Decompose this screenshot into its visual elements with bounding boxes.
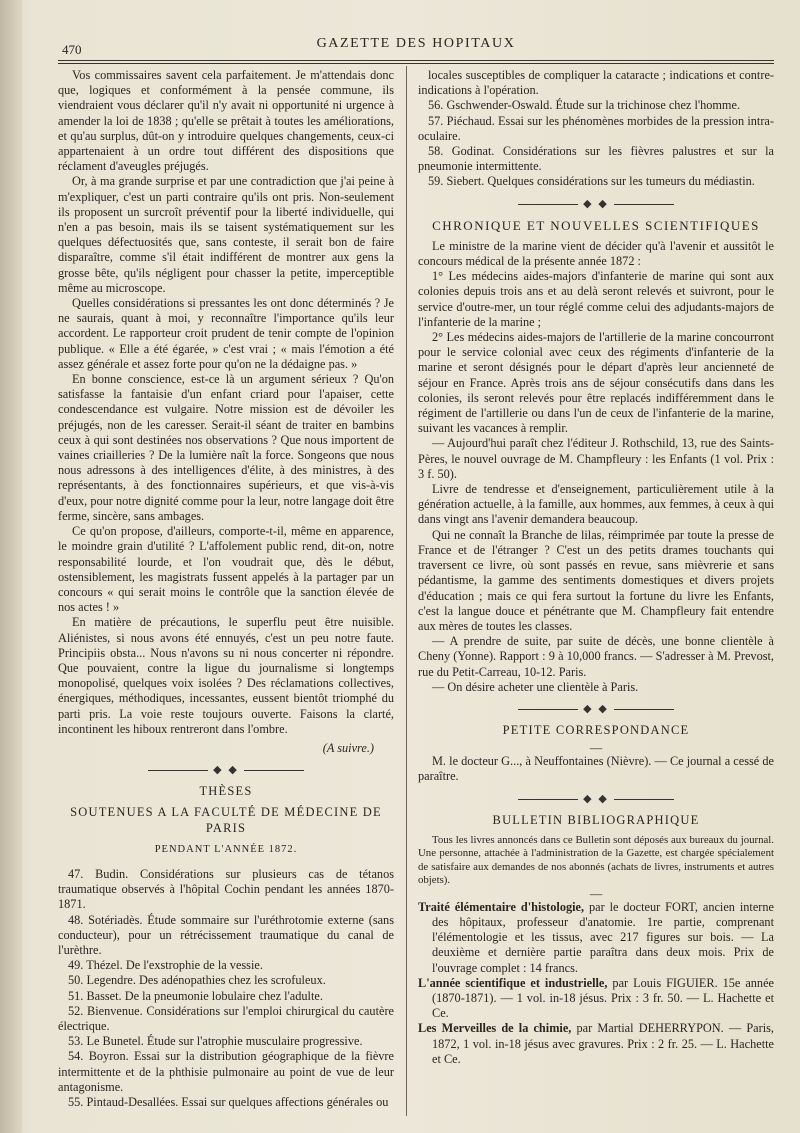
section-ornament: ◆ ◆ [418,198,774,210]
theses-title: THÈSES [199,784,253,799]
bulletin-title: BULLETIN BIBLIOGRAPHIQUE [492,812,700,827]
thesis-item: 57. Piéchaud. Essai sur les phénomènes morbides de la pression intra-oculaire. [418,113,774,143]
thesis-item: 55. Pintaud-Desallées. Essai sur quelques affections générales ou [68,1095,389,1109]
column-divider [406,66,407,1116]
thesis-item: locales susceptibles de compliquer la cataracte ; indications et contre-indications à l'opération. [418,68,774,98]
chronique-paragraph: 2° Les médecins aides-majors de l'artillerie de la marine concourront pour le service colonial avec ceux des régiments d'infanterie de la marine et seront désignés pour le départ d'après leur ancienneté de séjour en France. Après trois ans de séjour consécutifs dans dans les colonies, ils seront relevés pour être replacés indifféremment dans le régiment de l'artillerie ou dans l'un de ceux de l'infanterie de la marine, suivant les vacances à remplir. [418,330,774,436]
article-paragraph: Vos commissaires savent cela parfaitement. Je m'attendais donc que, logiques et conformément à la pensée commune, ils viendraient vous déclarer qu'il n'y avait ni opportunité ni urgence à amender la loi de 1838 ; qu'elle se prêtait à toutes les améliorations, et qu'au surplus, dût-on y introduire quelques changements, ceux-ci appartenaient à un ordre tout différent des dispositions que réclament d'aveugles préjugés. [58,68,394,174]
article-paragraph: Or, à ma grande surprise et par une contradiction que j'ai peine à m'expliquer, c'est un parti contraire qu'ils ont pris. Non-seulement ils proposent un surcroît préventif pour la liberté individuelle, qui n'en a pas besoin, mais ils se taisent systématiquement sur les quelques défectuosités que, sans conteste, il serait bon de faire disparaître, comme s'il était indifférent de montrer aux gens la grosse bête, qu'ils négligent pour chasser la petite, imperceptible même au microscope. [58,174,394,295]
page-binding-edge [0,0,22,1133]
header-rule [58,60,774,64]
bib-entry [418,900,774,976]
article-paragraph: En bonne conscience, est-ce là un argument sérieux ? Qu'on satisfasse la fantaisie d'un enfant criard pour l'apaiser, cette condescendance est vulgaire. Notre mission est de dévoiler les préjugés, non de les caresser. Serait-il séant de traiter en bambins ceux à qui sont destinées nos observations ? Que nous importent de vaines criailleries ? De la lumière naît la force. Songeons que nous nous adressons à des intelligences d'élite, à des ministres, à des représentants, à des fonctionnaires supérieurs, et que vis-à-vis d'eux, pour notre dignité comme pour la leur, notre langage doit être ferme, sincère, sans ambages. [58,372,394,523]
section-ornament: ◆ ◆ [418,793,774,805]
chronique-paragraph: — A prendre de suite, par suite de décès, une bonne clientèle à Cheny (Yonne). Rapport : 9 à 10,000 francs. — S'adresser à M. Prevost, rue du Petit-Carreau, 10-12. Paris. [418,634,774,679]
thesis-item: 47. Budin. Considérations sur plusieurs cas de tétanos traumatique observés à l'hôpital Cochin pendant les années 1870-1871. [58,866,394,912]
thesis-item: 51. Basset. De la pneumonie lobulaire chez l'adulte. [68,988,323,1003]
bib-entry [418,976,774,1022]
petite-correspondance-text: M. le docteur G..., à Neuffontaines (Nièvre). — Ce journal a cessé de paraître. [418,754,774,784]
thesis-item: 56. Gschwender-Oswald. Étude sur la trichinose chez l'homme. [428,98,741,113]
chronique-paragraph: — On désire acheter une clientèle à Paris. [432,679,639,694]
thesis-item: 49. Thézel. De l'exstrophie de la vessie. [68,958,263,973]
article-paragraph: Quelles considérations si pressantes les ont donc déterminés ? Je ne saurais, quant à moi, y reconnaître l'importance qu'ils leur accordent. Le rapporteur croit prudent de tenir compte de l'opinion publique. « Elle a été égarée, » c'est vrai ; « mais l'émotion a été assez générale et assez forte pour qu'on ne la dédaigne pas. » [58,296,394,371]
bib-title: Traité élémentaire d'histologie, [418,899,585,914]
theses-period: PENDANT L'ANNÉE 1872. [154,843,298,855]
page-number: 470 [62,42,82,57]
section-ornament: ◆ ◆ [418,703,774,715]
right-column [418,68,774,1067]
bib-entry [418,1021,774,1067]
thesis-item: 58. Godinat. Considérations sur les fièvres palustres et sur la pneumonie intermittente. [418,144,774,174]
chronique-paragraph: Livre de tendresse et d'enseignement, particulièrement utile à la génération actuelle, à la famille, aux hommes, aux femmes, à ceux à qui dans vingt ans l'avenir demandera beaucoup. [418,482,774,527]
theses-list [58,867,394,1110]
bulletin-intro: Tous les livres annoncés dans ce Bulletin sont déposés aux bureaux du journal. Une personne, attachée à l'administration de la Gazette, est chargée spécialement de satisfaire aux demandes de nos abonnés (achats de livres, instruments et autres objets). [418,833,774,887]
chronique-paragraph: Le ministre de la marine vient de décider qu'à l'avenir et aussitôt le concours médical de la présente année 1872 : [418,238,774,269]
bib-details: par Martial DEHERRYPON. — Paris, 1872, 1 vol. in-18 jésus avec gravures. Prix : 2 fr. 25. — L. Hachette et Ce. [432,1021,774,1066]
section-ornament: ◆ ◆ [58,764,394,776]
thesis-item: 50. Legendre. Des adénopathies chez les scrofuleux. [68,973,326,988]
thesis-item: 54. Boyron. Essai sur la distribution géographique de la fièvre intermittente et de la phthisie pulmonaire au point de vue de leur antagonisme. [58,1049,394,1094]
short-rule: — [589,741,603,756]
bibliography-list [418,900,774,1067]
chronique-title: CHRONIQUE ET NOUVELLES SCIENTIFIQUES [432,217,760,233]
theses-subtitle: SOUTENUES A LA FACULTÉ DE MÉDECINE DE PARIS [70,805,382,835]
short-rule: — [589,886,603,901]
thesis-item: 59. Siebert. Quelques considérations sur les tumeurs du médiastin. [428,174,755,189]
chronique-paragraph: 1° Les médecins aides-majors d'infanterie de marine qui sont aux colonies depuis trois ans et au delà seront relevés et suivront, pour le service d'outre-mer, un tour réglé comme celui des adjudants-majors de l'infanterie de la marine ; [418,269,774,329]
theses-list-continued [418,68,774,190]
article-paragraph: Ce qu'on propose, d'ailleurs, comporte-t-il, même en apparence, le moindre grain d'utilité ? L'affolement public rend, dit-on, notre responsabilité lourde, et l'on voudrait que, dès le début, ostensiblement, les magistrats fussent appelés à la partager par un concours « qui serait moins le contrôle que la sanction élevée de nos actes ! » [58,524,394,615]
to-be-continued: (A suivre.) [322,740,374,755]
page-header [58,34,774,58]
petite-correspondance-title: PETITE CORRESPONDANCE [502,722,690,737]
chronique-paragraph: — Aujourd'hui paraît chez l'éditeur J. Rothschild, 13, rue des Saints-Pères, le nouvel ouvrage de M. Champfleury : les Enfants (1 vol. Prix : 3 f. 50). [418,436,774,481]
chronique-paragraph: Qui ne connaît la Branche de lilas, réimprimée par toute la presse de France et de l'étranger ? C'est un des petits drames touchants qui traversent ce livre, où sont passés en revue, sans mièvrerie et sans pédantisme, la gamme des sentiments domestiques et divers projets d'éducation ; mais ce qui fera surtout la fortune du livre les Enfants, c'est la langue douce et pénétrante que M. Champfleury fait entendre aux mères de toutes les classes. [418,527,774,633]
bib-details: par le docteur FORT, ancien interne des hôpitaux, professeur d'anatomie. 1re partie, comprenant l'élémentologie et les tissus, avec 217 figures sur bois. — La deuxième et dernière partie paraîtra dans deux mois. Prix de l'ouvrage complet : 14 francs. [432,899,774,975]
journal-title: GAZETTE DES HOPITAUX [316,36,516,51]
bib-title: Les Merveilles de la chimie, [418,1021,572,1036]
thesis-item: 48. Sotériadès. Étude sommaire sur l'uréthrotomie externe (sans conducteur), pour un rétrécissement traumatique du canal de l'urèthre. [58,912,394,957]
thesis-item: 53. Le Bunetel. Étude sur l'atrophie musculaire progressive. [68,1034,363,1049]
article-paragraph: En matière de précautions, le superflu peut être nuisible. Aliénistes, si nous avons été ennuyés, c'est un peu notre faute. Principiis obsta... Nous n'avons su ni nous concerter ni répondre. Que pouvaient, contre la ligue du journalisme si longtemps monopolisé, quelques voix isolées ? Des réclamations collectives, énergiques, méthodiques, incessantes, eussent bientôt triomphé du parti pris. La voie reste toujours ouverte. Faisons la clarté, incontinent les hiboux rentreront dans l'ombre. [58,615,394,736]
left-column [58,68,394,1110]
bib-title: L'année scientifique et industrielle, [418,975,608,990]
bib-details: par Louis FIGUIER. 15e année (1870-1871). — 1 vol. in-18 jésus. Prix : 3 fr. 50. — L. Hachette et Ce. [432,975,775,1021]
thesis-item: 52. Bienvenue. Considérations sur l'emploi chirurgical du cautère électrique. [58,1003,394,1033]
